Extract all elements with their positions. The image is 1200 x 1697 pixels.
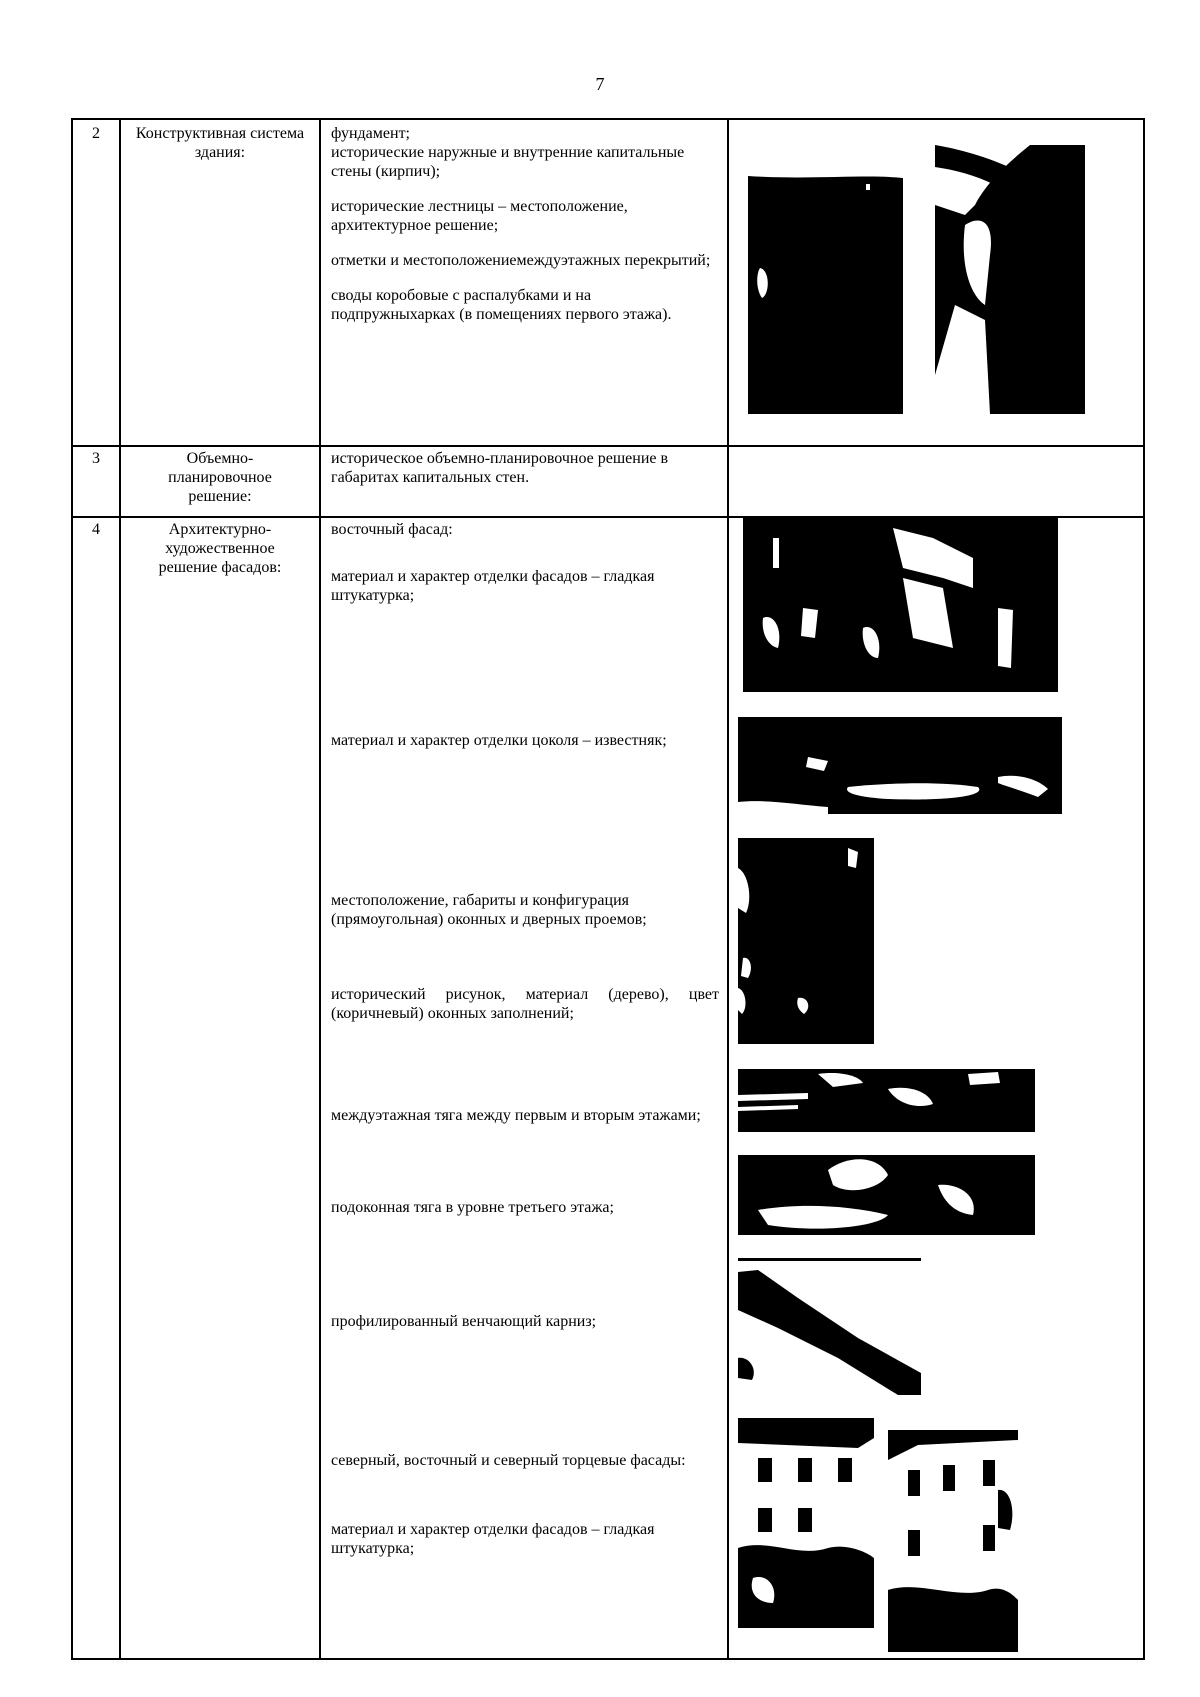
list-item: историческое объемно-планировочное решение в габаритах капитальных стен. — [331, 450, 669, 486]
list-item: своды коробовые с распалубками и на подпружныхарках (в помещениях первого этажа). — [331, 287, 672, 323]
list-item: восточный фасад: — [331, 521, 453, 538]
photo-window-openings — [738, 838, 874, 1044]
list-item: исторические лестницы – местоположение, архитектурное решение; — [331, 198, 628, 234]
photo-foundation-wall — [748, 170, 903, 414]
row-number: 4 — [92, 521, 100, 538]
table-border-bottom — [71, 1658, 1145, 1660]
list-item: междуэтажная тяга между первым и вторым этажами; — [331, 1107, 701, 1124]
table-border-row3-top — [71, 445, 1145, 447]
row-title: Конструктивная система здания: — [135, 125, 305, 161]
photo-vault-arch — [935, 145, 1085, 414]
table-divider-1 — [119, 118, 121, 1660]
list-item: местоположение, габариты и конфигурация (прямоугольная) оконных и дверных проемов; — [331, 892, 647, 928]
table-divider-3 — [727, 118, 729, 1660]
photo-sill-cornice — [738, 1155, 1035, 1235]
list-item: подоконная тяга в уровне третьего этажа; — [331, 1199, 614, 1216]
row-title: Архитектурно-художественное решение фасадов: — [158, 521, 282, 576]
list-item: материал и характер отделки фасадов – гладкая штукатурка; — [331, 568, 655, 604]
list-item: исторический рисунок, материал (дерево), цвет (коричневый) оконных заполнений; — [331, 986, 719, 1022]
table-border-top — [71, 118, 1145, 120]
photo-crowning-cornice — [738, 1258, 921, 1395]
row-title: Объемно-планировочное решение: — [168, 450, 272, 505]
list-item: профилированный венчающий карниз; — [331, 1313, 597, 1330]
row-description — [331, 124, 719, 340]
photo-north-facade — [738, 1418, 874, 1628]
photo-east-facade — [743, 518, 1058, 692]
row-description — [331, 449, 719, 503]
list-item: отметки и местоположениемеждуэтажных перекрытий; — [331, 252, 711, 269]
list-item: материал и характер отделки фасадов – гладкая штукатурка; — [331, 1521, 655, 1557]
table-divider-2 — [319, 118, 321, 1660]
list-item: материал и характер отделки цоколя – известняк; — [331, 732, 667, 749]
photo-side-facade — [888, 1430, 1018, 1652]
table-border-left — [71, 118, 73, 1660]
photo-plinth — [738, 717, 1062, 814]
page-number: 7 — [595, 74, 605, 94]
row-number: 3 — [92, 450, 100, 467]
table-border-right — [1143, 118, 1145, 1660]
row-number: 2 — [92, 125, 100, 142]
photo-interfloor-cornice — [738, 1069, 1035, 1132]
list-item: северный, восточный и северный торцевые фасады: — [331, 1452, 686, 1469]
list-item: фундамент; исторические наружные и внутренние капитальные стены (кирпич); — [331, 125, 685, 180]
